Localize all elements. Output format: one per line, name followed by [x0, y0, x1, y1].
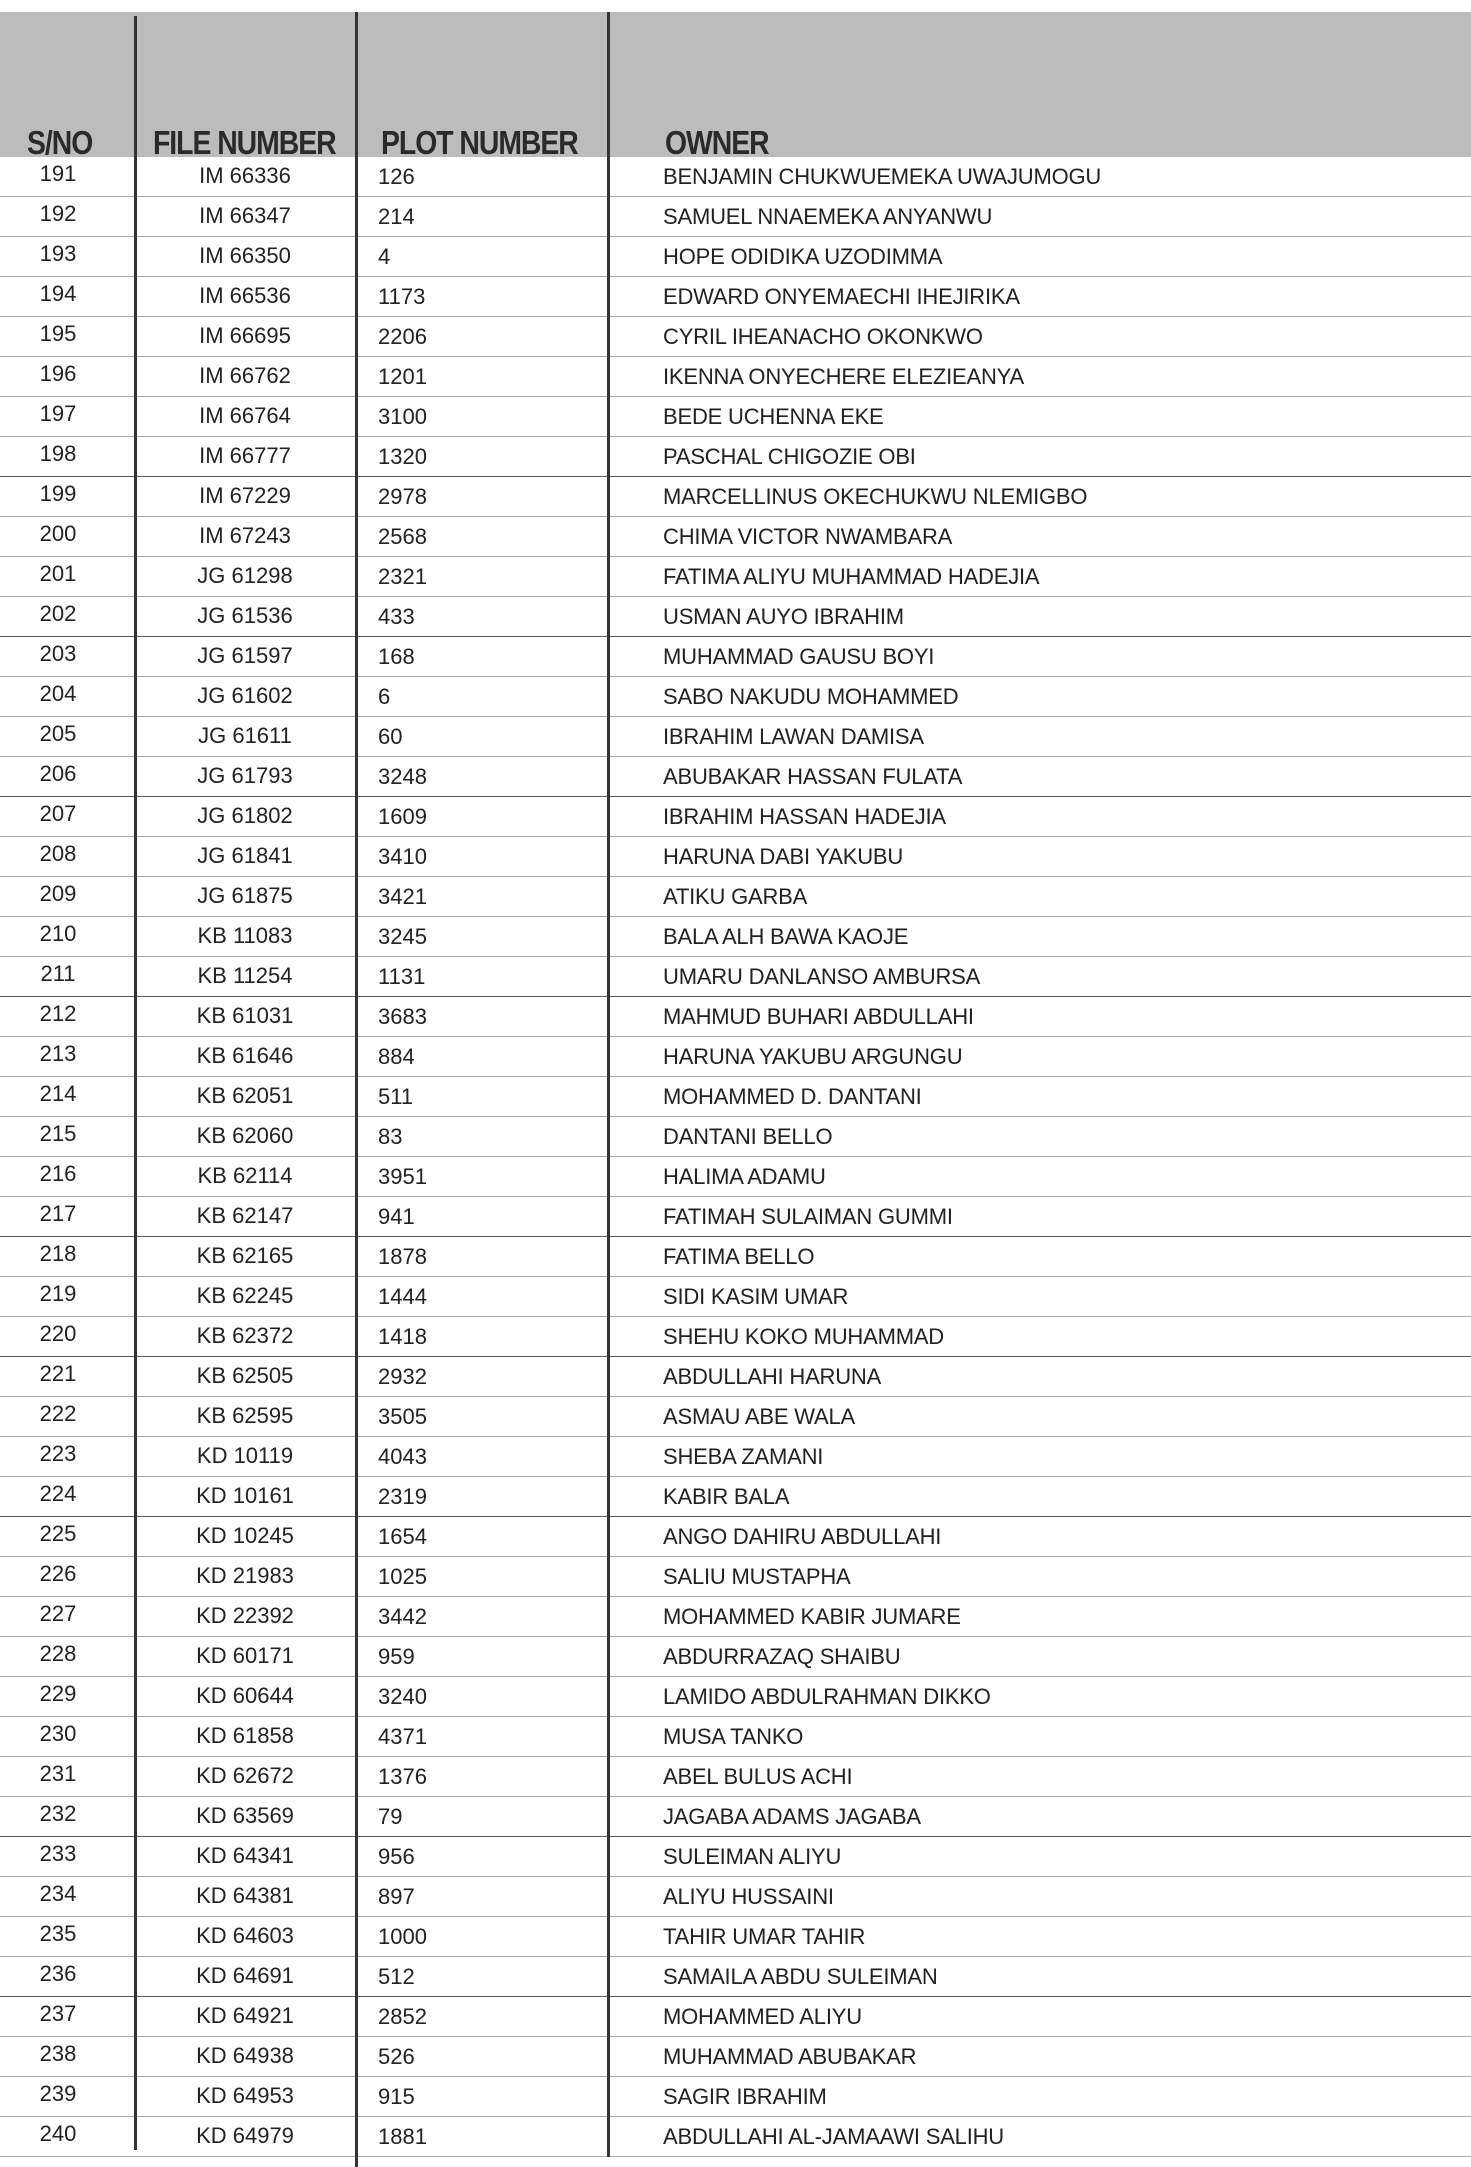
cell-file-number: JG 61602	[197, 683, 293, 708]
cell-sno: 224	[39, 1481, 77, 1506]
cell-sno: 197	[39, 401, 77, 426]
cell-file-number: KD 10161	[196, 1483, 294, 1508]
table-row	[0, 597, 1471, 637]
cell-sno: 194	[39, 281, 77, 306]
cell-sno: 200	[39, 521, 77, 546]
cell-owner: FATIMA BELLO	[663, 1244, 815, 1269]
table-row	[0, 717, 1471, 757]
cell-plot-number: 3410	[378, 844, 427, 869]
cell-sno: 212	[39, 1001, 77, 1026]
cell-owner: CHIMA VICTOR NWAMBARA	[663, 524, 953, 549]
cell-owner: PASCHAL CHIGOZIE OBI	[663, 444, 916, 469]
table-row	[0, 1517, 1471, 1557]
table-row	[0, 1797, 1471, 1837]
cell-sno: 209	[39, 881, 77, 906]
cell-plot-number: 512	[378, 1964, 415, 1989]
cell-sno: 235	[39, 1921, 77, 1946]
cell-file-number: KD 21983	[196, 1563, 294, 1588]
cell-file-number: KD 10245	[196, 1523, 294, 1548]
table-row	[0, 1477, 1471, 1517]
cell-sno: 203	[39, 641, 77, 666]
table-row	[0, 1157, 1471, 1197]
cell-owner: IBRAHIM LAWAN DAMISA	[663, 724, 924, 749]
cell-file-number: IM 66336	[199, 163, 291, 188]
cell-file-number: KB 61646	[196, 1043, 294, 1068]
cell-owner: BENJAMIN CHUKWUEMEKA UWAJUMOGU	[663, 164, 1102, 189]
cell-file-number: IM 66777	[199, 443, 291, 468]
table-row	[0, 557, 1471, 597]
cell-plot-number: 1609	[378, 804, 427, 829]
cell-plot-number: 3505	[378, 1404, 427, 1429]
table-row	[0, 1837, 1471, 1877]
cell-plot-number: 6	[378, 684, 391, 709]
cell-sno: 223	[39, 1441, 77, 1466]
cell-owner: HOPE ODIDIKA UZODIMMA	[663, 244, 943, 269]
cell-file-number: KD 60644	[196, 1683, 294, 1708]
column-divider	[355, 12, 358, 2167]
cell-sno: 192	[39, 201, 77, 226]
cell-file-number: KD 64921	[196, 2003, 294, 2028]
cell-sno: 232	[39, 1801, 77, 1826]
cell-sno: 238	[39, 2041, 77, 2066]
cell-plot-number: 3240	[378, 1684, 427, 1709]
table-row	[0, 437, 1471, 477]
cell-file-number: IM 67243	[199, 523, 291, 548]
cell-owner: SHEBA ZAMANI	[663, 1444, 824, 1469]
cell-file-number: JG 61793	[197, 763, 293, 788]
cell-plot-number: 4371	[378, 1724, 427, 1749]
table-row	[0, 1597, 1471, 1637]
cell-owner: ALIYU HUSSAINI	[663, 1884, 834, 1909]
cell-sno: 239	[39, 2081, 77, 2106]
cell-plot-number: 4	[378, 244, 391, 269]
cell-plot-number: 1320	[378, 444, 427, 469]
table-row	[0, 1237, 1471, 1277]
cell-owner: SABO NAKUDU MOHAMMED	[663, 684, 959, 709]
table-row	[0, 1397, 1471, 1437]
header-owner: OWNER	[665, 124, 769, 161]
cell-sno: 211	[40, 961, 76, 986]
cell-owner: MAHMUD BUHARI ABDULLAHI	[663, 1004, 974, 1029]
cell-owner: ANGO DAHIRU ABDULLAHI	[663, 1524, 942, 1549]
table-row	[0, 1557, 1471, 1597]
cell-plot-number: 60	[378, 724, 403, 749]
header-plot-number: PLOT NUMBER	[381, 124, 578, 161]
cell-owner: MUHAMMAD GAUSU BOYI	[663, 644, 935, 669]
cell-plot-number: 941	[378, 1204, 415, 1229]
cell-file-number: KD 61858	[196, 1723, 294, 1748]
cell-plot-number: 2321	[378, 564, 427, 589]
cell-plot-number: 1881	[378, 2124, 427, 2149]
cell-owner: SAMAILA ABDU SULEIMAN	[663, 1964, 938, 1989]
cell-sno: 229	[39, 1681, 77, 1706]
cell-sno: 220	[39, 1321, 77, 1346]
cell-sno: 207	[39, 801, 77, 826]
cell-owner: SHEHU KOKO MUHAMMAD	[663, 1324, 944, 1349]
table-row	[0, 237, 1471, 277]
cell-plot-number: 2932	[378, 1364, 427, 1389]
cell-sno: 226	[39, 1561, 77, 1586]
header-file-number: FILE NUMBER	[153, 124, 336, 161]
cell-plot-number: 1418	[378, 1324, 427, 1349]
cell-file-number: KD 60171	[196, 1643, 294, 1668]
cell-owner: ASMAU ABE WALA	[663, 1404, 855, 1429]
table-row	[0, 1917, 1471, 1957]
cell-file-number: KB 61031	[196, 1003, 294, 1028]
cell-sno: 219	[39, 1281, 77, 1306]
cell-sno: 233	[39, 1841, 77, 1866]
cell-file-number: JG 61536	[197, 603, 293, 628]
table-row	[0, 517, 1471, 557]
cell-plot-number: 1201	[378, 364, 427, 389]
cell-sno: 213	[39, 1041, 77, 1066]
cell-owner: SAGIR IBRAHIM	[663, 2084, 827, 2109]
table-row	[0, 1277, 1471, 1317]
cell-file-number: JG 61802	[197, 803, 293, 828]
cell-sno: 216	[39, 1161, 77, 1186]
cell-plot-number: 126	[378, 164, 415, 189]
cell-plot-number: 168	[378, 644, 415, 669]
cell-plot-number: 79	[378, 1804, 403, 1829]
table-row	[0, 1757, 1471, 1797]
cell-plot-number: 1173	[378, 284, 426, 309]
cell-plot-number: 2319	[378, 1484, 427, 1509]
cell-owner: CYRIL IHEANACHO OKONKWO	[663, 324, 983, 349]
cell-plot-number: 956	[378, 1844, 415, 1869]
cell-plot-number: 915	[378, 2084, 415, 2109]
cell-sno: 195	[39, 321, 77, 346]
cell-sno: 202	[39, 601, 77, 626]
table-row	[0, 477, 1471, 517]
cell-owner: USMAN AUYO IBRAHIM	[663, 604, 904, 629]
table-row	[0, 357, 1471, 397]
cell-file-number: KB 11254	[197, 963, 293, 988]
table-row	[0, 197, 1471, 237]
cell-plot-number: 3442	[378, 1604, 427, 1629]
cell-sno: 237	[39, 2001, 77, 2026]
cell-file-number: IM 66350	[199, 243, 291, 268]
cell-sno: 204	[39, 681, 77, 706]
table-row	[0, 1717, 1471, 1757]
cell-file-number: KB 62147	[196, 1203, 294, 1228]
cell-sno: 210	[39, 921, 77, 946]
table-row	[0, 1877, 1471, 1917]
table-header	[0, 12, 1471, 161]
cell-plot-number: 214	[378, 204, 415, 229]
cell-file-number: JG 61841	[197, 843, 293, 868]
table-row	[0, 2037, 1471, 2077]
cell-owner: FATIMAH SULAIMAN GUMMI	[663, 1204, 953, 1229]
cell-plot-number: 83	[378, 1124, 403, 1149]
table-row	[0, 1997, 1471, 2037]
cell-file-number: KB 62595	[196, 1403, 294, 1428]
cell-plot-number: 3245	[378, 924, 427, 949]
cell-file-number: KB 62165	[196, 1243, 294, 1268]
table-row	[0, 397, 1471, 437]
cell-plot-number: 2568	[378, 524, 427, 549]
cell-owner: ABUBAKAR HASSAN FULATA	[663, 764, 963, 789]
cell-file-number: IM 66695	[199, 323, 291, 348]
cell-sno: 196	[39, 361, 77, 386]
cell-sno: 230	[39, 1721, 77, 1746]
table-row	[0, 1677, 1471, 1717]
cell-sno: 240	[39, 2121, 77, 2146]
cell-owner: ABDULLAHI AL-JAMAAWI SALIHU	[663, 2124, 1004, 2149]
header-sno: S/NO	[27, 124, 93, 161]
cell-plot-number: 1000	[378, 1924, 427, 1949]
cell-file-number: IM 66536	[199, 283, 291, 308]
cell-owner: MOHAMMED KABIR JUMARE	[663, 1604, 961, 1629]
cell-owner: MOHAMMED ALIYU	[663, 2004, 862, 2029]
cell-owner: HARUNA DABI YAKUBU	[663, 844, 904, 869]
cell-sno: 206	[39, 761, 77, 786]
cell-file-number: KD 64953	[196, 2083, 294, 2108]
cell-file-number: KB 62114	[197, 1163, 293, 1188]
cell-file-number: KD 64938	[196, 2043, 294, 2068]
cell-plot-number: 3248	[378, 764, 427, 789]
cell-plot-number: 2852	[378, 2004, 427, 2029]
cell-owner: JAGABA ADAMS JAGABA	[663, 1804, 921, 1829]
table-row	[0, 1957, 1471, 1997]
table-row	[0, 1117, 1471, 1157]
cell-sno: 199	[39, 481, 77, 506]
table-row	[0, 2117, 1471, 2157]
cell-file-number: KB 62372	[196, 1323, 294, 1348]
cell-file-number: KB 62060	[196, 1123, 294, 1148]
table-row	[0, 637, 1471, 677]
cell-plot-number: 1444	[378, 1284, 427, 1309]
cell-owner: ATIKU GARBA	[663, 884, 808, 909]
table-row	[0, 677, 1471, 717]
cell-plot-number: 3951	[378, 1164, 427, 1189]
cell-sno: 205	[39, 721, 77, 746]
table-body	[0, 157, 1471, 2157]
cell-owner: DANTANI BELLO	[663, 1124, 833, 1149]
cell-file-number: KD 62672	[196, 1763, 294, 1788]
cell-owner: EDWARD ONYEMAECHI IHEJIRIKA	[663, 284, 1020, 309]
cell-owner: IKENNA ONYECHERE ELEZIEANYA	[663, 364, 1024, 389]
cell-sno: 198	[39, 441, 77, 466]
cell-owner: IBRAHIM HASSAN HADEJIA	[663, 804, 946, 829]
cell-plot-number: 3421	[378, 884, 427, 909]
cell-sno: 218	[39, 1241, 77, 1266]
cell-plot-number: 2206	[378, 324, 427, 349]
cell-file-number: JG 61597	[197, 643, 293, 668]
column-divider	[134, 16, 137, 2150]
cell-file-number: IM 66347	[199, 203, 291, 228]
cell-owner: HALIMA ADAMU	[663, 1164, 826, 1189]
cell-owner: BEDE UCHENNA EKE	[663, 404, 884, 429]
cell-sno: 231	[39, 1761, 77, 1786]
cell-plot-number: 1025	[378, 1564, 427, 1589]
table-row	[0, 797, 1471, 837]
cell-file-number: IM 66764	[199, 403, 291, 428]
cell-plot-number: 2978	[378, 484, 427, 509]
cell-file-number: KD 64691	[196, 1963, 294, 1988]
cell-plot-number: 3683	[378, 1004, 427, 1029]
cell-plot-number: 1654	[378, 1524, 427, 1549]
cell-file-number: KD 10119	[196, 1443, 294, 1468]
cell-plot-number: 1878	[378, 1244, 427, 1269]
cell-file-number: JG 61875	[197, 883, 293, 908]
cell-owner: LAMIDO ABDULRAHMAN DIKKO	[663, 1684, 991, 1709]
cell-sno: 215	[39, 1121, 77, 1146]
cell-sno: 236	[39, 1961, 77, 1986]
cell-owner: MARCELLINUS OKECHUKWU NLEMIGBO	[663, 484, 1088, 509]
cell-plot-number: 4043	[378, 1444, 427, 1469]
cell-sno: 201	[39, 561, 77, 586]
cell-file-number: KB 62245	[196, 1283, 294, 1308]
table-row	[0, 917, 1471, 957]
cell-plot-number: 1131	[378, 964, 426, 989]
cell-owner: MUSA TANKO	[663, 1724, 804, 1749]
table-row	[0, 877, 1471, 917]
cell-file-number: KD 64341	[196, 1843, 294, 1868]
cell-file-number: JG 61611	[198, 723, 292, 748]
cell-owner: MUHAMMAD ABUBAKAR	[663, 2044, 917, 2069]
cell-sno: 191	[39, 161, 77, 186]
table-row	[0, 277, 1471, 317]
cell-sno: 221	[39, 1361, 77, 1386]
table-row	[0, 1317, 1471, 1357]
cell-sno: 208	[39, 841, 77, 866]
table-row	[0, 1037, 1471, 1077]
cell-owner: TAHIR UMAR TAHIR	[663, 1924, 866, 1949]
cell-plot-number: 897	[378, 1884, 415, 1909]
column-divider	[607, 12, 610, 2157]
cell-sno: 193	[39, 241, 77, 266]
table-row	[0, 1077, 1471, 1117]
cell-owner: SALIU MUSTAPHA	[663, 1564, 851, 1589]
cell-plot-number: 1376	[378, 1764, 427, 1789]
cell-owner: FATIMA ALIYU MUHAMMAD HADEJIA	[663, 564, 1040, 589]
cell-owner: SIDI KASIM UMAR	[663, 1284, 849, 1309]
cell-owner: SAMUEL NNAEMEKA ANYANWU	[663, 204, 993, 229]
cell-sno: 234	[39, 1881, 77, 1906]
cell-plot-number: 3100	[378, 404, 427, 429]
table-row	[0, 1437, 1471, 1477]
table-row	[0, 757, 1471, 797]
table-row	[0, 997, 1471, 1037]
cell-plot-number: 433	[378, 604, 415, 629]
cell-plot-number: 884	[378, 1044, 415, 1069]
cell-sno: 225	[39, 1521, 77, 1546]
cell-file-number: IM 67229	[199, 483, 291, 508]
cell-owner: UMARU DANLANSO AMBURSA	[663, 964, 981, 989]
table-row	[0, 1197, 1471, 1237]
cell-file-number: KB 62505	[196, 1363, 294, 1388]
cell-owner: HARUNA YAKUBU ARGUNGU	[663, 1044, 963, 1069]
cell-file-number: KD 64381	[196, 1883, 294, 1908]
cell-plot-number: 959	[378, 1644, 415, 1669]
table-row	[0, 157, 1471, 197]
cell-file-number: KB 62051	[196, 1083, 294, 1108]
cell-plot-number: 526	[378, 2044, 415, 2069]
cell-owner: SULEIMAN ALIYU	[663, 1844, 842, 1869]
cell-owner: MOHAMMED D. DANTANI	[663, 1084, 922, 1109]
cell-owner: ABEL BULUS ACHI	[663, 1764, 853, 1789]
cell-owner: KABIR BALA	[663, 1484, 790, 1509]
table-row	[0, 837, 1471, 877]
cell-file-number: KB 11083	[197, 923, 293, 948]
cell-sno: 222	[39, 1401, 77, 1426]
cell-file-number: KD 22392	[196, 1603, 294, 1628]
cell-file-number: JG 61298	[197, 563, 293, 588]
cell-file-number: KD 64603	[196, 1923, 294, 1948]
table-row	[0, 2077, 1471, 2117]
cell-sno: 217	[39, 1201, 77, 1226]
cell-sno: 228	[39, 1641, 77, 1666]
table-row	[0, 1637, 1471, 1677]
cell-sno: 214	[39, 1081, 77, 1106]
cell-file-number: KD 63569	[196, 1803, 294, 1828]
cell-file-number: IM 66762	[199, 363, 291, 388]
table-row	[0, 317, 1471, 357]
cell-owner: ABDURRAZAQ SHAIBU	[663, 1644, 901, 1669]
cell-file-number: KD 64979	[196, 2123, 294, 2148]
cell-plot-number: 511	[378, 1084, 414, 1109]
table-row	[0, 1357, 1471, 1397]
cell-owner: ABDULLAHI HARUNA	[663, 1364, 882, 1389]
cell-owner: BALA ALH BAWA KAOJE	[663, 924, 909, 949]
cell-sno: 227	[39, 1601, 77, 1626]
table-row	[0, 957, 1471, 997]
